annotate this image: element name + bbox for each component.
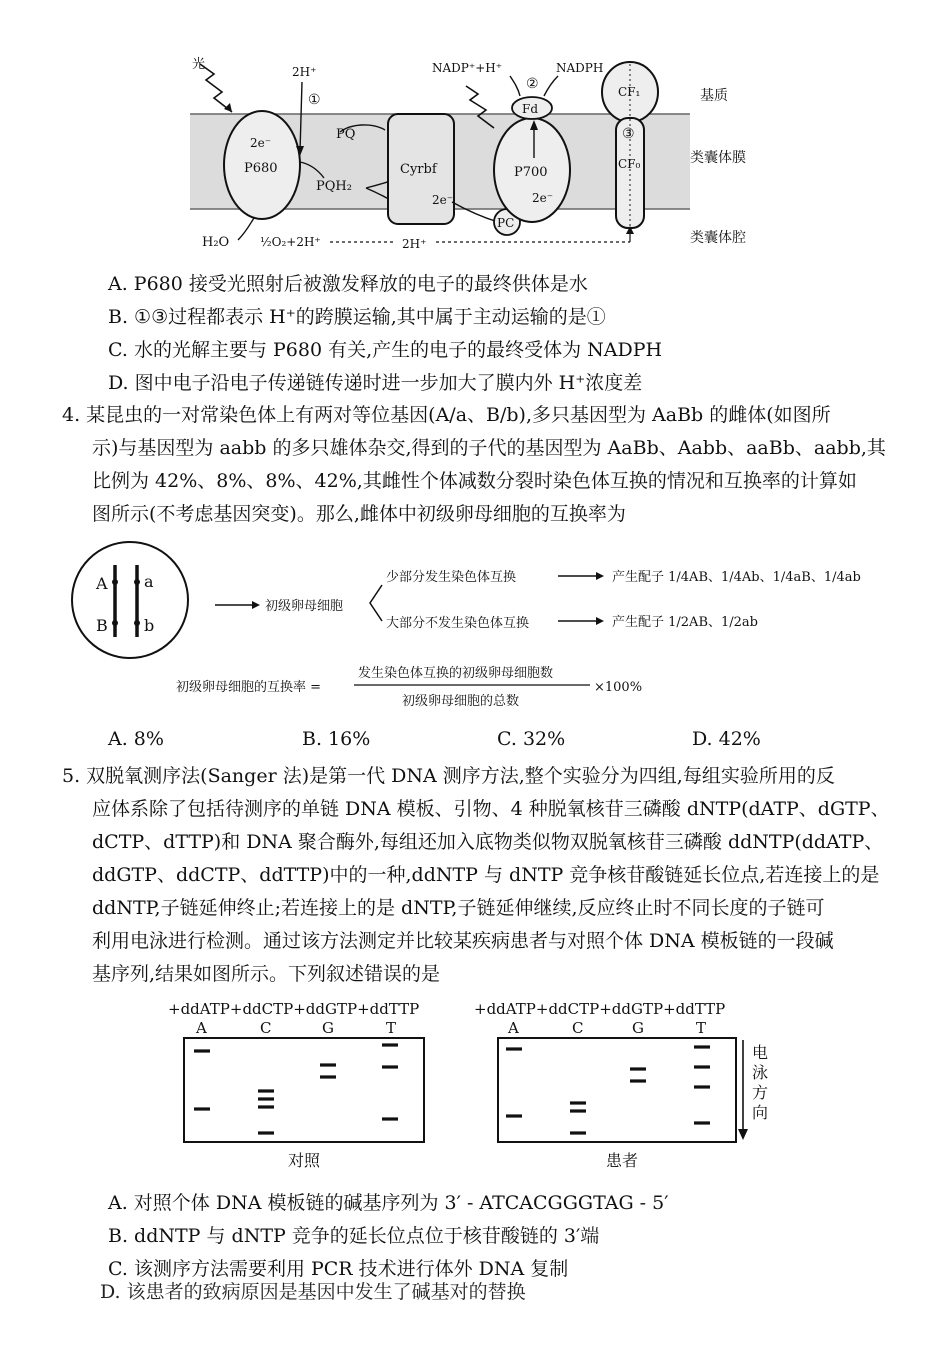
- p680-electrons: 2e⁻: [250, 136, 272, 150]
- gel-figure: [160, 992, 790, 1178]
- direction-char-2: 泳: [752, 1063, 769, 1082]
- gel-header-control: +ddATP+ddCTP+ddGTP+ddTTP: [168, 1000, 420, 1018]
- q5-option-d-cutoff: [100, 1281, 620, 1310]
- step2-label: ②: [526, 76, 539, 92]
- q3-option-b: B. ①③过程都表示 H⁺的跨膜运输,其中属于主动运输的是①: [108, 306, 606, 328]
- q5-option-c: C. 该测序方法需要利用 PCR 技术进行体外 DNA 复制: [108, 1258, 569, 1280]
- photosynthesis-figure: [180, 52, 780, 262]
- step3-label: ③: [622, 126, 635, 142]
- cf1-label: CF₁: [618, 85, 641, 99]
- gel-patient-label: 患者: [606, 1151, 639, 1170]
- q3-option-a: A. P680 接受光照射后被激发释放的电子的最终供体是水: [108, 273, 588, 295]
- formula-denominator: 初级卵母细胞的总数: [402, 694, 520, 709]
- q4-option-b: B. 16%: [302, 728, 371, 750]
- q5-option-d: D. 该患者的致病原因是基因中发生了碱基对的替换: [100, 1281, 526, 1303]
- q4-line-1: 4. 某昆虫的一对常染色体上有两对等位基因(A/a、B/b),多只基因型为 AaBb 的雌体(如图所: [62, 404, 831, 426]
- q4-option-a: A. 8%: [108, 728, 164, 750]
- formula-numerator: 发生染色体互换的初级卵母细胞数: [358, 666, 554, 681]
- q3-option-c: C. 水的光解主要与 P680 有关,产生的电子的最终受体为 NADPH: [108, 339, 663, 361]
- p700-label: P700: [514, 165, 548, 180]
- gel-patient-box: [498, 1038, 736, 1142]
- membrane-label: 类囊体膜: [690, 150, 746, 166]
- branch-bottom-label: 大部分不发生染色体互换: [386, 616, 530, 631]
- step1-label: ①: [308, 92, 321, 108]
- q5-line-1: 5. 双脱氧测序法(Sanger 法)是第一代 DNA 测序方法,整个实验分为四组,每组实验所用的反: [62, 765, 835, 787]
- q5-line-2: 应体系除了包括待测序的单链 DNA 模板、引物、4 种脱氧核苷三磷酸 dNTP(dATP、dGTP、: [92, 798, 890, 820]
- p680-label: P680: [244, 161, 278, 176]
- branch-top-label: 少部分发生染色体互换: [386, 570, 517, 585]
- q5-line-4: ddGTP、ddCTP、ddTTP)中的一种,ddNTP 与 dNTP 竞争核苷酸链延长位点,若连接上的是: [92, 864, 880, 886]
- gametes-bottom-label: 产生配子 1/2AB、1/2ab: [612, 615, 758, 630]
- q5-line-6: 利用电泳进行检测。通过该方法测定并比较某疾病患者与对照个体 DNA 模板链的一段碱: [92, 930, 834, 952]
- lane-G-patient: G: [632, 1019, 644, 1037]
- lane-G-control: G: [322, 1019, 334, 1037]
- pq-label: PQ: [336, 127, 356, 142]
- pqh2-label: PQH₂: [316, 179, 352, 194]
- q3-option-d: D. 图中电子沿电子传递链传递时进一步加大了膜内外 H⁺浓度差: [108, 372, 643, 394]
- cell-label: 初级卵母细胞: [265, 599, 344, 614]
- nadp-label: NADP⁺+H⁺: [432, 61, 503, 75]
- direction-char-3: 方: [752, 1083, 769, 1102]
- q4-line-2: 示)与基因型为 aabb 的多只雄体杂交,得到的子代的基因型为 AaBb、Aabb、aaBb、aabb,其: [92, 437, 886, 459]
- p700-electrons: 2e⁻: [532, 191, 554, 205]
- gametes-top-label: 产生配子 1/4AB、1/4Ab、1/4aB、1/4ab: [612, 570, 861, 585]
- gel-control-label: 对照: [288, 1151, 321, 1170]
- h2o-label: H₂O: [202, 235, 230, 250]
- h-top-label: 2H⁺: [292, 65, 317, 79]
- q5-option-a: A. 对照个体 DNA 模板链的碱基序列为 3′ - ATCACGGGTAG - 5′: [108, 1192, 669, 1214]
- direction-arrow-icon: [738, 1129, 748, 1140]
- o2-label: ½O₂+2H⁺: [260, 235, 321, 249]
- q5-line-5: ddNTP,子链延伸终止;若连接上的是 dNTP,子链延伸继续,反应终止时不同长度的子链可: [92, 897, 825, 919]
- gene-b-label: b: [144, 616, 155, 635]
- gene-a-label: a: [144, 572, 154, 591]
- direction-char-4: 向: [752, 1103, 769, 1122]
- lane-T-control: T: [386, 1019, 397, 1037]
- lane-T-patient: T: [696, 1019, 707, 1037]
- cytbf-electrons: 2e⁻: [432, 193, 454, 207]
- light-label: 光: [192, 57, 206, 72]
- h-bottom-label: 2H⁺: [402, 237, 427, 251]
- gene-B-label: B: [96, 616, 108, 635]
- lane-C-patient: C: [572, 1019, 584, 1037]
- q5-option-b: B. ddNTP 与 dNTP 竞争的延长位点位于核苷酸链的 3′端: [108, 1225, 600, 1247]
- cell-circle: [72, 542, 188, 658]
- nadph-label: NADPH: [556, 61, 604, 75]
- lane-C-control: C: [260, 1019, 272, 1037]
- cytbf-label: Cyrbf: [400, 162, 437, 177]
- fd-label: Fd: [522, 102, 539, 116]
- cf0-label: CF₀: [618, 157, 641, 171]
- gel-header-patient: +ddATP+ddCTP+ddGTP+ddTTP: [474, 1000, 726, 1018]
- formula-times: ×100%: [594, 680, 643, 695]
- formula-label: 初级卵母细胞的互换率 =: [176, 680, 322, 695]
- q4-option-d: D. 42%: [692, 728, 761, 750]
- q4-line-3: 比例为 42%、8%、8%、42%,其雌性个体减数分裂时染色体互换的情况和互换率的计算如: [92, 470, 857, 492]
- q4-line-4: 图所示(不考虑基因突变)。那么,雌体中初级卵母细胞的互换率为: [92, 503, 626, 525]
- lumen-label: 类囊体腔: [690, 230, 746, 246]
- crossover-figure: [60, 545, 920, 725]
- lane-A-patient: A: [508, 1019, 519, 1037]
- stroma-label: 基质: [700, 88, 728, 104]
- pc-label: PC: [497, 216, 515, 230]
- gel-control-box: [184, 1038, 424, 1142]
- q5-line-3: dCTP、dTTP)和 DNA 聚合酶外,每组还加入底物类似物双脱氧核苷三磷酸 ddNTP(ddATP、: [92, 831, 884, 853]
- lane-A-control: A: [196, 1019, 207, 1037]
- q5-line-7: 基序列,结果如图所示。下列叙述错误的是: [92, 963, 441, 985]
- gene-A-label: A: [96, 574, 108, 593]
- q4-option-c: C. 32%: [497, 728, 566, 750]
- direction-char-1: 电: [752, 1043, 769, 1062]
